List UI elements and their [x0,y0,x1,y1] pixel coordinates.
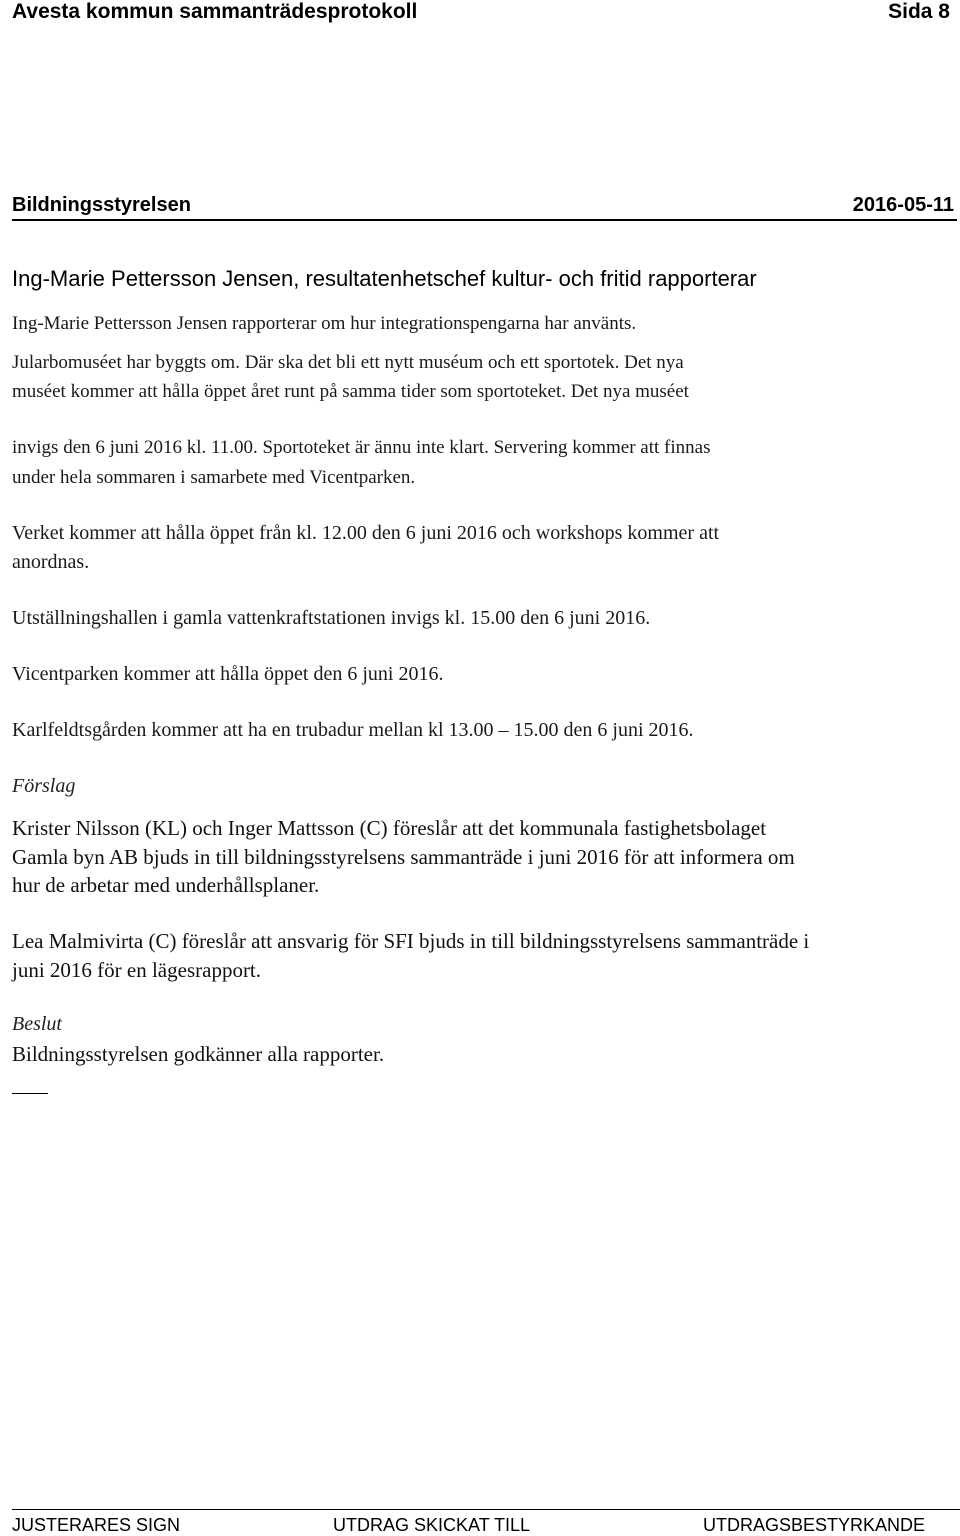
decision-label: Beslut [12,1013,62,1035]
footer-sign: JUSTERARES SIGN [12,1515,181,1535]
report-line: Karlfeldtsgården kommer att ha en trubadur mellan kl 13.00 – 15.00 den 6 juni 2016. [12,719,694,741]
section-divider [12,219,957,221]
meeting-date: 2016-05-11 [852,194,954,216]
proposal-line: juni 2016 för en lägesrapport. [12,958,262,982]
proposal-line: hur de arbetar med underhållsplaner. [12,873,320,897]
report-line: Jularbomuséet har byggts om. Där ska det bli ett nytt muséum och ett sportotek. Det nya [12,352,684,373]
decision-text: Bildningsstyrelsen godkänner alla rapporter. [12,1042,385,1066]
report-line: Verket kommer att hålla öppet från kl. 12.00 den 6 juni 2016 och workshops kommer att [12,522,720,544]
end-marker [12,1093,48,1094]
footer-divider [12,1509,960,1510]
footer-sent: UTDRAG SKICKAT TILL [333,1515,531,1535]
report-line: anordnas. [12,551,90,573]
report-line: under hela sommaren i samarbete med Vicentparken. [12,467,416,488]
report-line: Utställningshallen i gamla vattenkraftstationen invigs kl. 15.00 den 6 juni 2016. [12,607,651,629]
report-line: muséet kommer att hålla öppet året runt på samma tider som sportoteket. Det nya muséet [12,381,689,402]
footer-certify: UTDRAGSBESTYRKANDE [703,1515,926,1535]
report-line: Vicentparken kommer att hålla öppet den 6 juni 2016. [12,663,444,685]
committee-name: Bildningsstyrelsen [12,194,191,216]
proposal-line: Gamla byn AB bjuds in till bildningsstyrelsens sammanträde i juni 2016 för att informera om [12,845,795,869]
page-number: Sida 8 [888,0,950,23]
report-line: invigs den 6 juni 2016 kl. 11.00. Sportoteket är ännu inte klart. Servering kommer att finnas [12,437,711,458]
document-title: Avesta kommun sammanträdesprotokoll [12,0,418,23]
report-heading: Ing-Marie Pettersson Jensen, resultatenhetschef kultur- och fritid rapporterar [12,266,757,291]
report-line: Ing-Marie Pettersson Jensen rapporterar om hur integrationspengarna har använts. [12,313,637,334]
proposal-line: Krister Nilsson (KL) och Inger Mattsson (C) föreslår att det kommunala fastighetsbolaget [12,816,767,840]
proposal-line: Lea Malmivirta (C) föreslår att ansvarig för SFI bjuds in till bildningsstyrelsens sammanträde i [12,929,810,953]
proposal-label: Förslag [12,775,76,797]
